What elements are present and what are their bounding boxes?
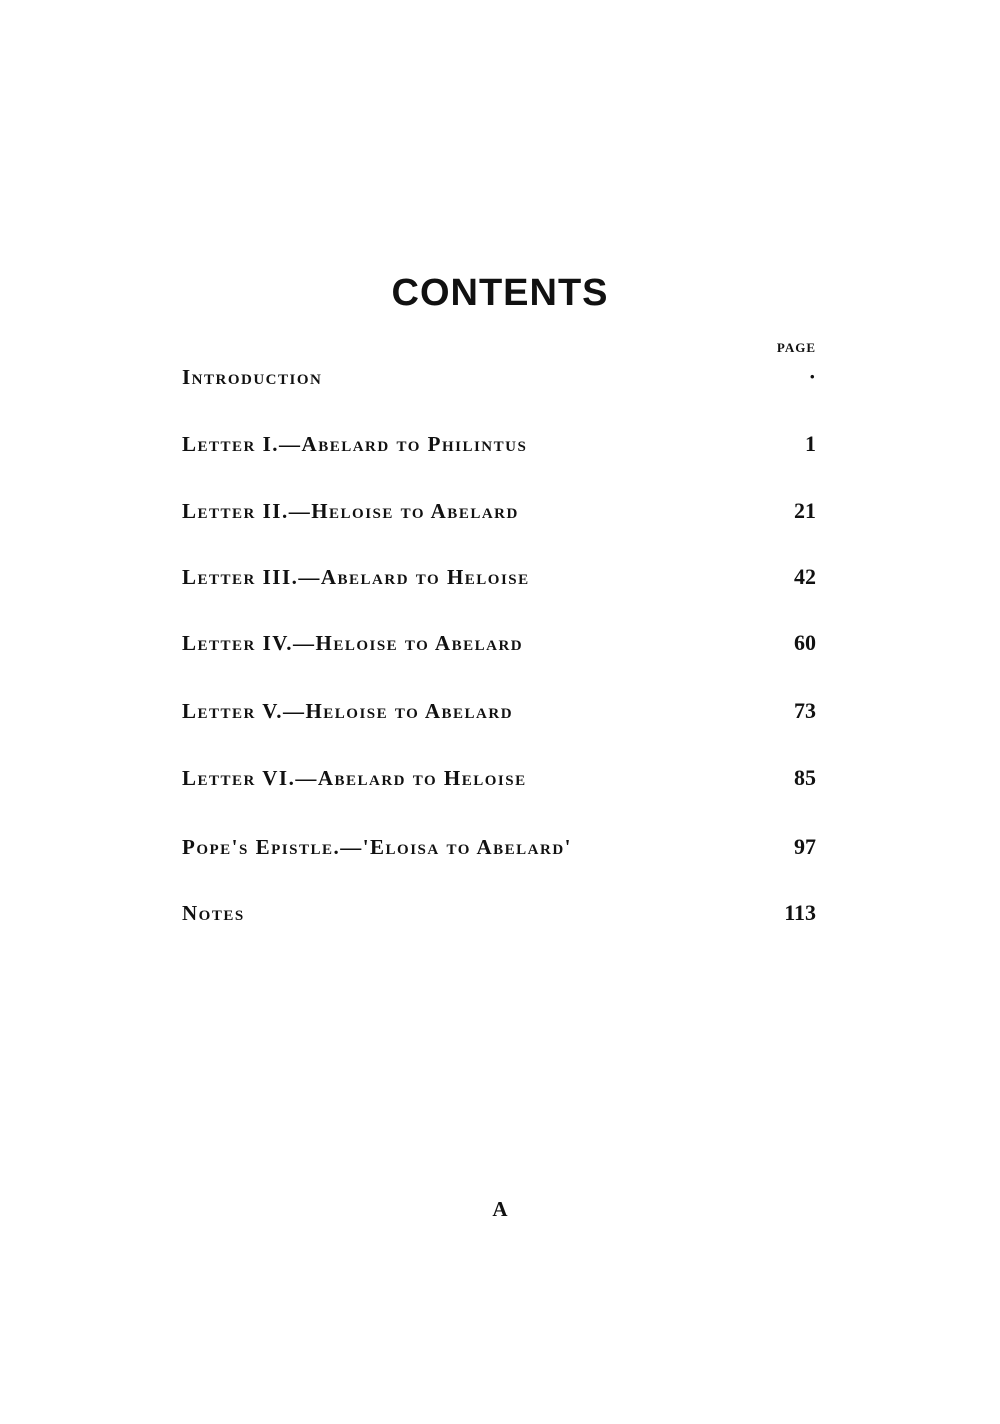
toc-entry-page: · (808, 364, 816, 389)
toc-entry-popes-epistle (182, 834, 816, 868)
toc-entry-label: Letter VI.—Abelard to Heloise (182, 766, 527, 790)
toc-entry-letter-3 (182, 564, 816, 598)
toc-entry-letter-1 (182, 431, 816, 465)
signature-mark: A (492, 1197, 508, 1221)
toc-entry-label: Introduction (182, 365, 323, 389)
toc-entry-label: Letter IV.—Heloise to Abelard (182, 631, 524, 655)
toc-entry-label: Letter I.—Abelard to Philintus (182, 432, 528, 456)
toc-entry-letter-4 (182, 630, 816, 664)
toc-entry-label: Pope's Epistle.—'Eloisa to Abelard' (182, 835, 572, 859)
toc-entry-letter-5 (182, 698, 816, 732)
toc-entry-page: 97 (794, 834, 816, 859)
toc-entry-page: 60 (794, 630, 816, 655)
toc-entry-label: Letter III.—Abelard to Heloise (182, 565, 530, 589)
toc-entry-introduction (182, 364, 816, 398)
toc-entry-letter-6 (182, 765, 816, 799)
toc-entry-label: Notes (182, 901, 245, 925)
toc-entry-label: Letter II.—Heloise to Abelard (182, 499, 519, 523)
toc-entry-notes (182, 900, 816, 934)
toc-entry-page: 73 (794, 698, 816, 723)
toc-entry-page: 1 (805, 431, 816, 456)
toc-entry-letter-2 (182, 498, 816, 532)
page-column-label: PAGE (776, 340, 816, 355)
toc-entry-page: 21 (794, 498, 816, 523)
toc-entry-page: 113 (784, 900, 816, 925)
toc-entry-page: 42 (794, 564, 816, 589)
toc-entry-label: Letter V.—Heloise to Abelard (182, 699, 514, 723)
toc-entry-page: 85 (794, 765, 816, 790)
page-title: CONTENTS (391, 272, 609, 314)
